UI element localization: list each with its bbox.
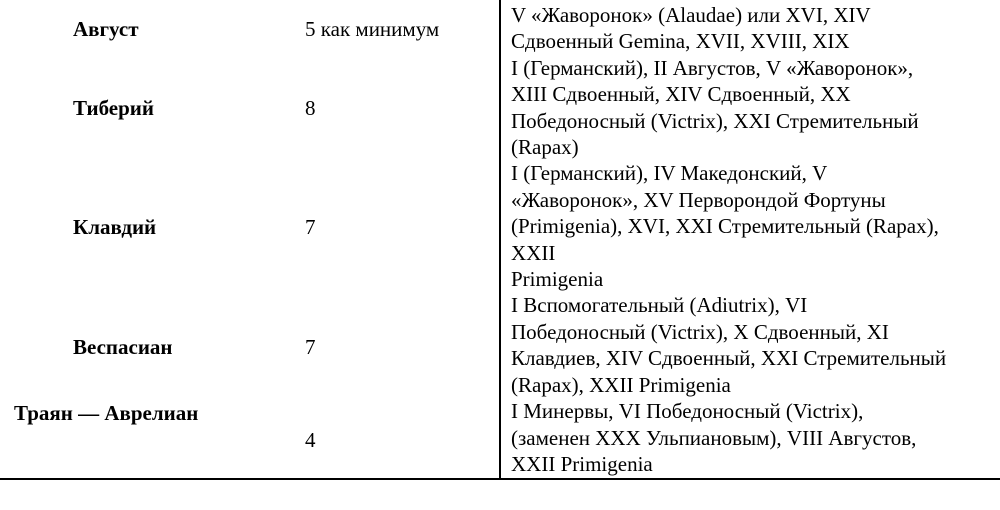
emperor-cell: Клавдий <box>73 215 157 239</box>
legion-count-cell: 8 <box>305 96 316 120</box>
emperor-cell: Август <box>73 17 139 41</box>
legion-count-cell: 4 <box>305 428 316 452</box>
legion-line: (Rapax) <box>511 135 579 160</box>
column-divider <box>499 0 501 480</box>
legion-count-cell: 7 <box>305 335 316 359</box>
legion-line: XIII Сдвоенный, XIV Сдвоенный, XX <box>511 82 851 107</box>
legion-line: XXII Primigenia <box>511 451 653 476</box>
emperor-cell: Траян — Аврелиан <box>14 401 199 425</box>
legion-count-cell: 5 как минимум <box>305 17 440 41</box>
legion-line: Primigenia <box>511 267 604 292</box>
legions-column <box>511 2 1000 477</box>
legion-line: Сдвоенный Gemina, XVII, XVIII, XIX <box>511 29 850 54</box>
legion-line: Клавдиев, XIV Сдвоенный, XXI Стремительный <box>511 346 947 371</box>
legion-line: I (Германский), II Августов, V «Жаворонок», <box>511 55 914 80</box>
legion-line: «Жаворонок», XV Перворондой Фортуны <box>511 187 886 212</box>
table-bottom-rule <box>0 478 1000 480</box>
legion-line: I Вспомогательный (Adiutrix), VI <box>511 293 808 318</box>
emperor-cell: Веспасиан <box>73 335 173 359</box>
legion-line: XXII <box>511 240 556 265</box>
emperor-cell: Тиберий <box>73 96 155 120</box>
legion-line: I Минервы, VI Победоносный (Victrix), <box>511 399 864 424</box>
legion-line: (заменен XXX Ульпиановым), VIII Августов, <box>511 425 917 450</box>
legion-line: Победоносный (Victrix), X Сдвоенный, XI <box>511 319 889 344</box>
legion-line: (Primigenia), XVI, XXI Стремительный (Rapax), <box>511 214 939 239</box>
legion-line: Победоносный (Victrix), XXI Стремительный <box>511 108 919 133</box>
legion-line: I (Германский), IV Македонский, V <box>511 161 828 186</box>
legion-line: (Rapax), XXII Primigenia <box>511 372 731 397</box>
legion-count-cell: 7 <box>305 215 316 239</box>
legion-line: V «Жаворонок» (Alaudae) или XVI, XIV <box>511 3 871 27</box>
